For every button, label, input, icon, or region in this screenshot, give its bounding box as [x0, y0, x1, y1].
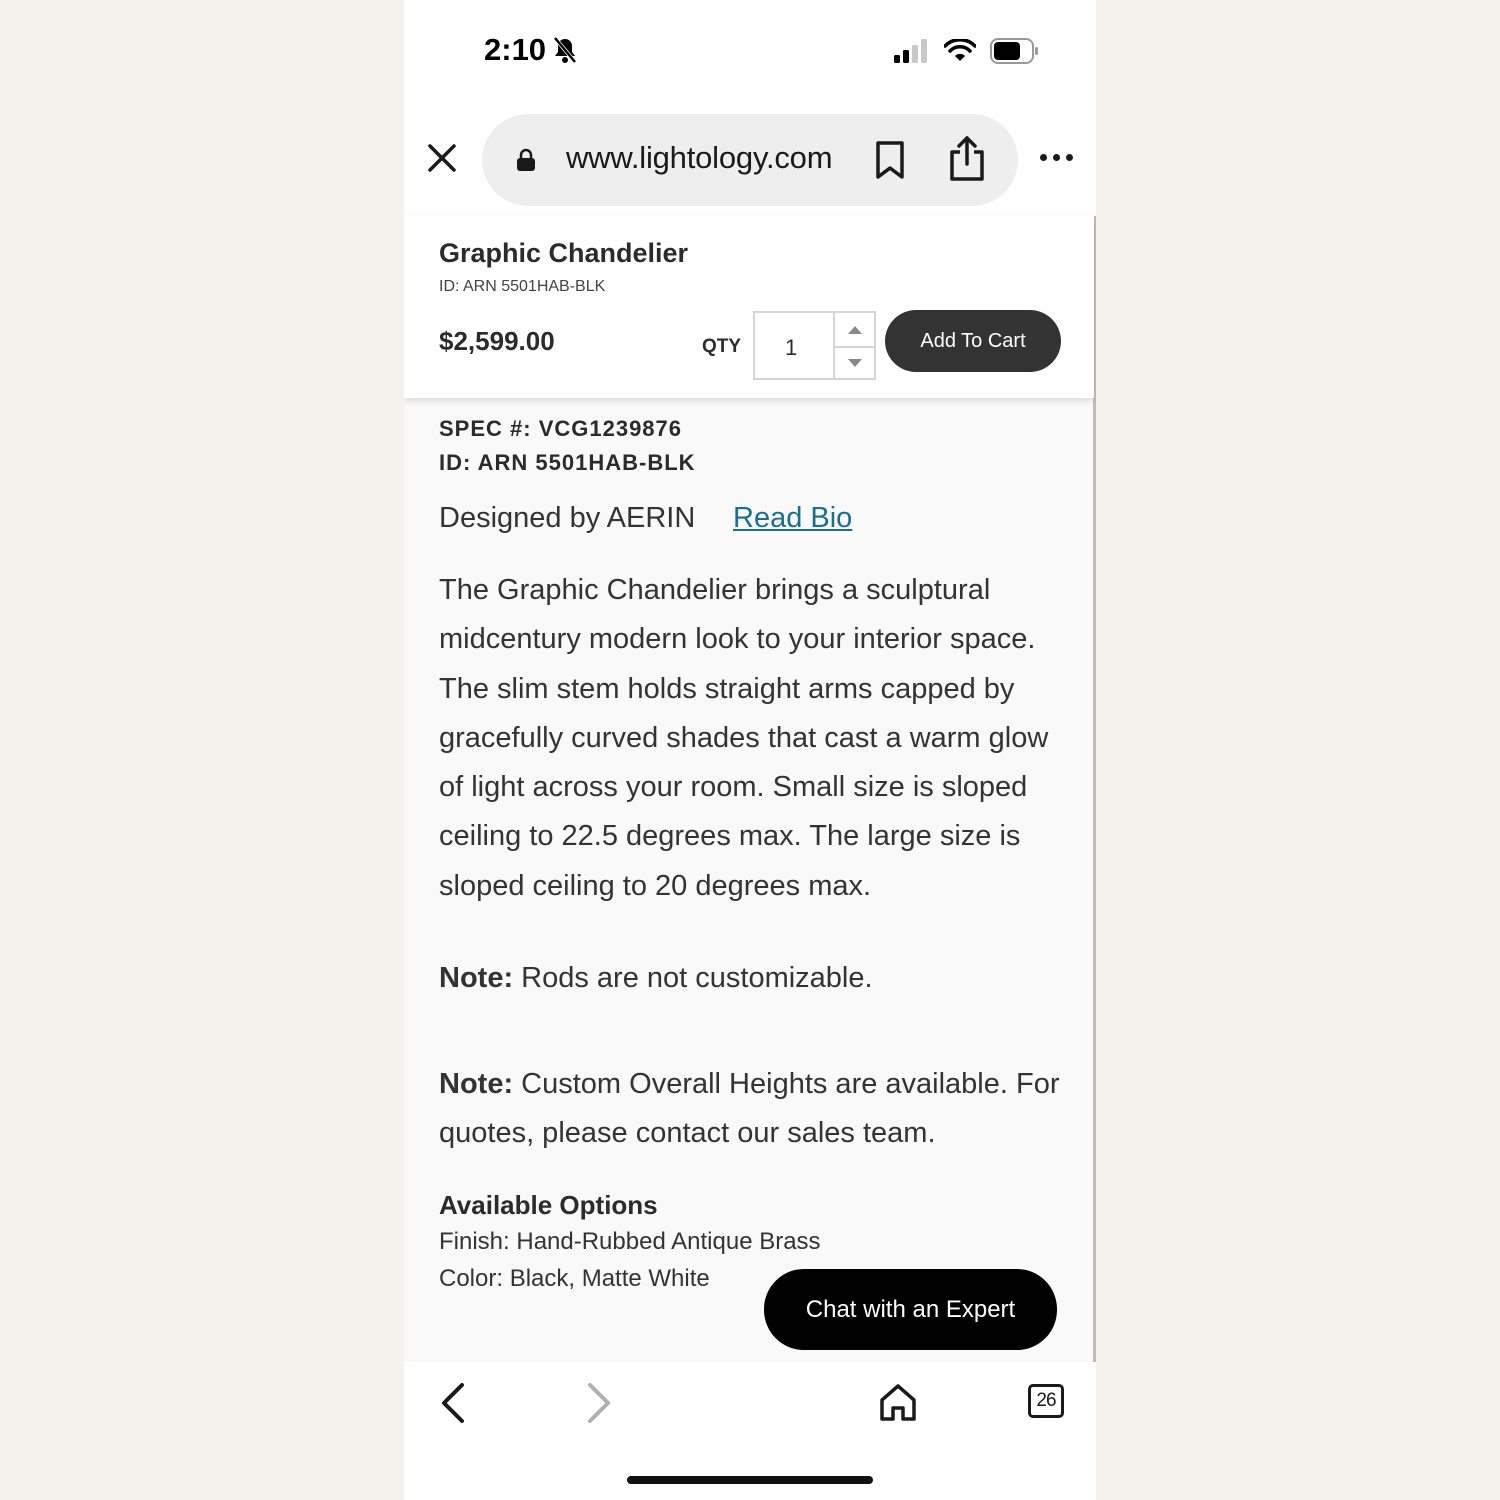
bookmark-icon[interactable] [874, 140, 906, 180]
qty-decrement-button[interactable] [835, 346, 874, 378]
phone-screen [404, 0, 1096, 1500]
forward-arrow-icon[interactable] [584, 1382, 614, 1424]
cellular-signal-icon [894, 39, 930, 63]
address-bar[interactable] [482, 114, 1018, 206]
quantity-input[interactable]: 1 [785, 335, 798, 360]
spec-number: SPEC #: VCG1239876 [439, 416, 683, 441]
status-time-text: 2:10 [484, 32, 547, 67]
close-icon[interactable] [426, 142, 458, 174]
share-icon[interactable] [948, 134, 986, 182]
quantity-stepper [753, 311, 876, 380]
option-finish: Finish: Hand-Rubbed Antique Brass [439, 1228, 821, 1255]
product-description: The Graphic Chandelier brings a sculptural midcentury modern look to your interior space. The slim stem holds straight arms capped by gracefully curved shades that cast a warm glow of light across your room. Small size is sloped ceiling to 22.5 degrees max. The large size is sloped ceiling to 20 degrees max. [439, 574, 1049, 902]
note-rods [439, 962, 873, 995]
spec-block [439, 412, 696, 480]
options-title: Available Options [439, 1190, 658, 1220]
chat-with-expert-button[interactable]: Chat with an Expert [764, 1269, 1057, 1350]
product-price: $2,599.00 [439, 326, 555, 356]
qty-label: QTY [702, 336, 742, 357]
home-indicator [627, 1476, 873, 1484]
more-options-icon[interactable] [1040, 154, 1073, 161]
caret-down-icon [848, 359, 862, 367]
caret-up-icon [848, 326, 862, 334]
product-title: Graphic Chandelier [439, 238, 689, 268]
status-icons [894, 38, 1040, 64]
battery-icon [990, 38, 1040, 64]
lock-icon [516, 148, 536, 172]
status-time [484, 32, 578, 68]
product-details [404, 398, 1094, 1362]
note-heights [439, 1060, 1064, 1159]
designer-line: Designed by AERIN [439, 502, 696, 534]
option-color: Color: Black, Matte White [439, 1265, 710, 1292]
note-heights-text: Custom Overall Heights are available. For quotes, please contact our sales team. [439, 1068, 1060, 1150]
note-label: Note: [439, 962, 514, 994]
url-text[interactable]: www.lightology.com [566, 140, 833, 175]
back-arrow-icon[interactable] [438, 1382, 468, 1424]
home-icon[interactable] [878, 1382, 918, 1422]
tabs-count-button[interactable]: 26 [1028, 1384, 1064, 1418]
qty-increment-button[interactable] [835, 313, 874, 346]
bell-muted-icon [552, 36, 578, 64]
wifi-icon [944, 39, 976, 63]
browser-url-row [404, 114, 1096, 206]
product-id: ID: ARN 5501HAB-BLK [439, 278, 606, 295]
browser-toolbar [404, 1362, 1096, 1500]
note-rods-text: Rods are not customizable. [513, 962, 873, 994]
note-label: Note: [439, 1068, 514, 1100]
spec-id: ID: ARN 5501HAB-BLK [439, 450, 696, 475]
read-bio-link[interactable]: Read Bio [733, 502, 853, 534]
product-sticky-header [404, 216, 1094, 398]
add-to-cart-button[interactable]: Add To Cart [885, 310, 1061, 372]
status-bar [404, 0, 1096, 100]
